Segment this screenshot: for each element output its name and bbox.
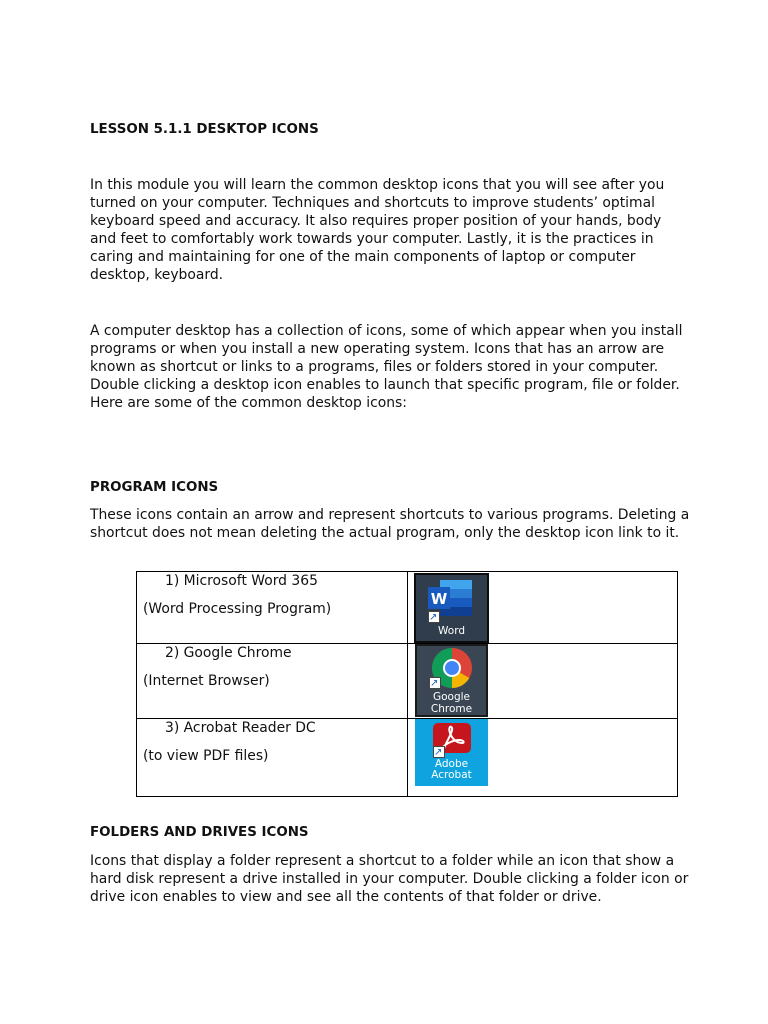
shortcut-arrow-icon [428, 611, 440, 623]
table-cell-label [137, 644, 408, 719]
table-row [137, 572, 678, 644]
icon-label-line1: Google [432, 691, 471, 703]
acrobat-icon[interactable] [415, 719, 488, 786]
item-title: 2) Google Chrome [165, 645, 292, 661]
chrome-logo [417, 646, 486, 694]
svg-text:W: W [430, 590, 448, 608]
acrobat-logo [415, 719, 488, 759]
table-cell-label [137, 572, 408, 644]
program-icons-description: These icons contain an arrow and represent shortcuts to various programs. Deleting a shortcut does not mean deleting the actual program, only the desktop icon link to it. [90, 507, 690, 541]
folders-drives-description: Icons that display a folder represent a shortcut to a folder while an icon that show a hard disk represent a drive installed in your computer. Double clicking a folder icon or drive icon enables to view and see all the contents of that folder or drive. [90, 853, 689, 905]
icon-label-line1: Adobe [434, 758, 469, 770]
icon-label-line2: Chrome [430, 703, 473, 715]
item-title: 1) Microsoft Word 365 [165, 573, 318, 589]
folders-drives-heading: FOLDERS AND DRIVES ICONS [90, 825, 309, 840]
lesson-title: LESSON 5.1.1 DESKTOP ICONS [90, 122, 319, 137]
table-cell-icon [408, 719, 678, 797]
table-row [137, 719, 678, 797]
table-row [137, 644, 678, 719]
icon-label-line2: Acrobat [431, 769, 472, 781]
table-cell-icon [408, 644, 678, 719]
program-icons-heading: PROGRAM ICONS [90, 480, 219, 495]
icon-label: Word [438, 625, 465, 637]
intro-paragraph: In this module you will learn the common desktop icons that you will see after you turned on your computer. Techniques and shortcuts to improve students’ optimal keyboard speed and accuracy. It also requires proper position of your hands, body and feet to comfortably work towards your computer. Lastly, it is the practices in caring and maintaining for one of the main components of laptop or computer desktop, keyboard. [90, 177, 665, 283]
shortcut-arrow-icon [429, 677, 441, 689]
word-logo [416, 575, 487, 631]
desktop-paragraph: A computer desktop has a collection of icons, some of which appear when you install programs or when you install a new operating system. Icons that has an arrow are known as shortcut or links to a programs, files or folders stored in your computer. Double clicking a desktop icon enables to launch that specific program, file or folder. Here are some of the common desktop icons: [90, 323, 683, 411]
word-icon[interactable] [414, 573, 489, 643]
program-icons-table [136, 571, 678, 797]
item-description: (Internet Browser) [143, 672, 270, 689]
table-cell-label [137, 719, 408, 797]
item-description: (Word Processing Program) [143, 600, 332, 617]
shortcut-arrow-icon [433, 746, 445, 758]
item-description: (to view PDF files) [143, 747, 269, 764]
chrome-icon[interactable] [415, 644, 488, 717]
item-title: 3) Acrobat Reader DC [165, 720, 316, 736]
table-cell-icon [408, 572, 678, 644]
